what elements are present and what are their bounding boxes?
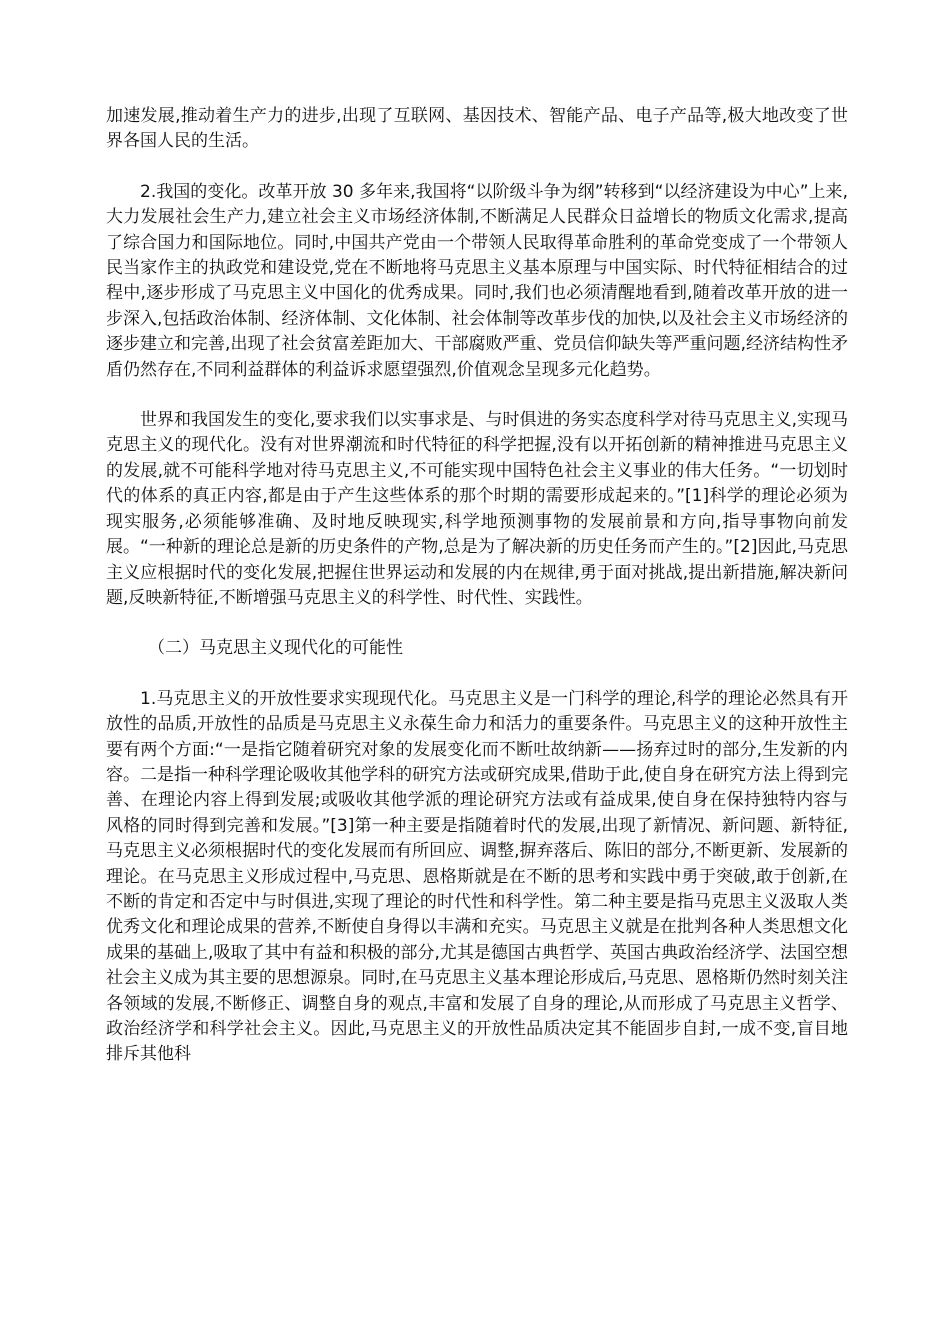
section-heading: （二）马克思主义现代化的可能性 (148, 638, 403, 659)
paragraph-gap (106, 155, 848, 180)
paragraph-gap (106, 383, 848, 408)
paragraph-gap (106, 662, 848, 687)
document-page (106, 104, 848, 1068)
paragraph-1: 加速发展,推动着生产力的进步,出现了互联网、基因技术、智能产品、电子产品等,极大地改变了世界各国人民的生活。 (106, 106, 848, 152)
paragraph-4: 1.马克思主义的开放性要求实现现代化。马克思主义是一门科学的理论,科学的理论必然具有开放性的品质,开放性的品质是马克思主义永葆生命力和活力的重要条件。马克思主义的这种开放性主要有两个方面:“一是指它随着研究对象的发展变化而不断吐故纳新——扬弃过时的部分,生发新的内容。二是指一种科学理论吸收其他学科的研究方法或研究成果,借助于此,使自身在研究方法上得到完善、在理论内容上得到发展;或吸收其他学派的理论研究方法或有益成果,使自身在保持独特内容与风格的同时得到完善和发展。”[3]第一种主要是指随着时代的发展,出现了新情况、新问题、新特征,马克思主义必须根据时代的变化发展而有所回应、调整,摒弃落后、陈旧的部分,不断更新、发展新的理论。在马克思主义形成过程中,马克思、恩格斯就是在不断的思考和实践中勇于突破,敢于创新,在不断的肯定和否定中与时俱进,实现了理论的时代性和科学性。第二种主要是指马克思主义汲取人类优秀文化和理论成果的营养,不断使自身得以丰满和充实。马克思主义就是在批判各种人类思想文化成果的基础上,吸取了其中有益和积极的部分,尤其是德国古典哲学、英国古典政治经济学、法国空想社会主义成为其主要的思想源泉。同时,在马克思主义基本理论形成后,马克思、恩格斯仍然时刻关注各领域的发展,不断修正、调整自身的观点,丰富和发展了自身的理论,从而形成了马克思主义哲学、政治经济学和科学社会主义。因此,马克思主义的开放性品质决定其不能固步自封,一成不变,盲目地排斥其他科 (106, 688, 848, 1065)
paragraph-3: 世界和我国发生的变化,要求我们以实事求是、与时俱进的务实态度科学对待马克思主义,实现马克思主义的现代化。没有对世界潮流和时代特征的科学把握,没有以开拓创新的精神推进马克思主义的发展,就不可能科学地对待马克思主义,不可能实现中国特色社会主义事业的伟大任务。“一切划时代的体系的真正内容,都是由于产生这些体系的那个时期的需要形成起来的。”[1]科学的理论必须为现实服务,必须能够准确、及时地反映现实,科学地预测事物的发展前景和方向,指导事物向前发展。“一种新的理论总是新的历史条件的产物,总是为了解决新的历史任务而产生的。”[2]因此,马克思主义应根据时代的变化发展,把握住世界运动和发展的内在规律,勇于面对挑战,提出新措施,解决新问题,反映新特征,不断增强马克思主义的科学性、时代性、实践性。 (106, 410, 848, 608)
paragraph-2: 2.我国的变化。改革开放 30 多年来,我国将“以阶级斗争为纲”转移到“以经济建设为中心”上来,大力发展社会生产力,建立社会主义市场经济体制,不断满足人民群众日益增长的物质文化需求,提高了综合国力和国际地位。同时,中国共产党由一个带领人民取得革命胜利的革命党变成了一个带领人民当家作主的执政党和建设党,党在不断地将马克思主义基本原理与中国实际、时代特征相结合的过程中,逐步形成了马克思主义中国化的优秀成果。同时,我们也必须清醒地看到,随着改革开放的进一步深入,包括政治体制、经济体制、文化体制、社会体制等改革步伐的加快,以及社会主义市场经济的逐步建立和完善,出现了社会贫富差距加大、干部腐败严重、党员信仰缺失等严重问题,经济结构性矛盾仍然存在,不同利益群体的利益诉求愿望强烈,价值观念呈现多元化趋势。 (106, 181, 848, 380)
paragraph-gap (106, 611, 848, 636)
